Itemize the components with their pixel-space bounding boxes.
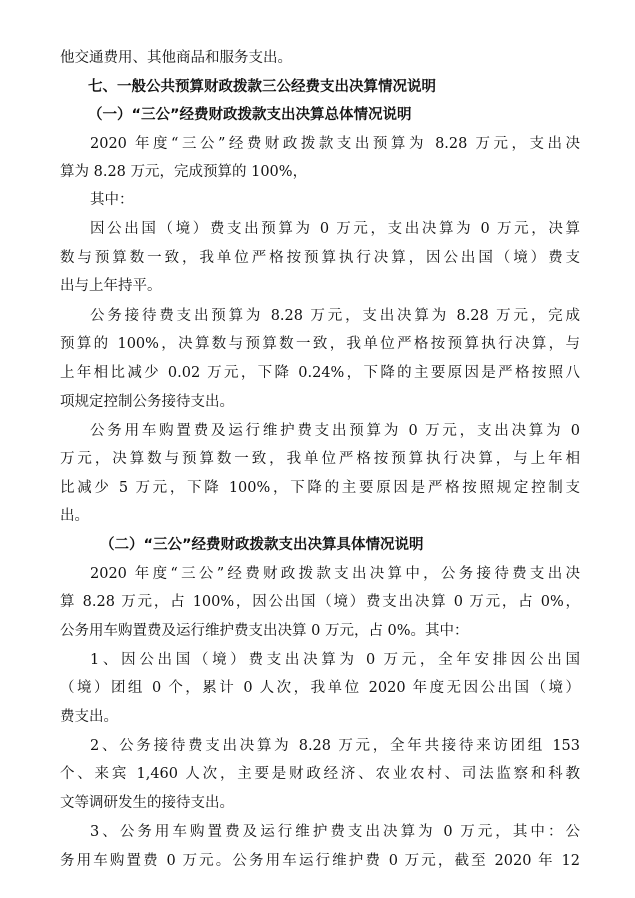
paragraph-line: 3、公务用车购置费及运行维护费支出决算为 0 万元，其中：公 [90, 824, 580, 840]
paragraph-line: 费支出。 [60, 709, 118, 725]
paragraph-line: 务用车购置费 0 万元。公务用车运行维护费 0 万元，截至 2020 年 12 [60, 853, 580, 869]
subsection-heading: （二）“三公”经费财政拨款支出决算具体情况说明 [100, 537, 424, 553]
paragraph-line: 出。 [60, 508, 89, 524]
subsection-heading: （一）“三公”经费财政拨款支出决算总体情况说明 [88, 107, 412, 123]
paragraph-line: 万元，决算数与预算数一致，我单位严格按预算执行决算，与上年相 [60, 451, 580, 467]
paragraph-line: 其中： [90, 192, 134, 208]
paragraph-line: 出与上年持平。 [60, 278, 162, 294]
paragraph-line: 数与预算数一致，我单位严格按预算执行决算，因公出国（境）费支 [60, 250, 580, 266]
paragraph-line: 算 8.28 万元，占 100%，因公出国（境）费支出决算 0 万元，占 0%， [60, 594, 580, 610]
paragraph-line: 1、因公出国（境）费支出决算为 0 万元，全年安排因公出国 [90, 652, 580, 668]
paragraph-line: 公务用车购置费及运行维护费支出决算 0 万元，占 0%。其中： [60, 623, 469, 639]
paragraph-line: 预算的 100%，决算数与预算数一致，我单位严格按预算执行决算，与 [60, 336, 580, 352]
paragraph-line: 比减少 5 万元，下降 100%，下降的主要原因是严格按照规定控制支 [60, 480, 580, 496]
paragraph-line: 个、来宾 1,460 人次，主要是财政经济、农业农村、司法监察和科教 [60, 766, 580, 782]
paragraph-line: 公务接待费支出预算为 8.28 万元，支出决算为 8.28 万元，完成 [90, 308, 580, 324]
paragraph-line: 2020 年度“三公”经费财政拨款支出预算为 8.28 万元，支出决 [90, 136, 580, 152]
paragraph-line: 项规定控制公务接待支出。 [60, 394, 234, 410]
paragraph-line: 算为 8.28 万元，完成预算的 100%， [60, 164, 308, 180]
paragraph-line: 2、公务接待费支出决算为 8.28 万元，全年共接待来访团组 153 [90, 738, 580, 754]
paragraph-line: 公务用车购置费及运行维护费支出预算为 0 万元，支出决算为 0 [90, 423, 580, 439]
section-heading: 七、一般公共预算财政拨款三公经费支出决算情况说明 [88, 79, 436, 95]
paragraph-line: 他交通费用、其他商品和服务支出。 [60, 50, 292, 66]
paragraph-line: 上年相比减少 0.02 万元，下降 0.24%，下降的主要原因是严格按照八 [60, 365, 580, 381]
paragraph-line: 文等调研发生的接待支出。 [60, 795, 234, 811]
paragraph-line: 因公出国（境）费支出预算为 0 万元，支出决算为 0 万元，决算 [90, 221, 580, 237]
paragraph-line: 2020 年度“三公”经费财政拨款支出决算中，公务接待费支出决 [90, 566, 580, 582]
paragraph-line: （境）团组 0 个，累计 0 人次，我单位 2020 年度无因公出国（境） [60, 680, 580, 696]
